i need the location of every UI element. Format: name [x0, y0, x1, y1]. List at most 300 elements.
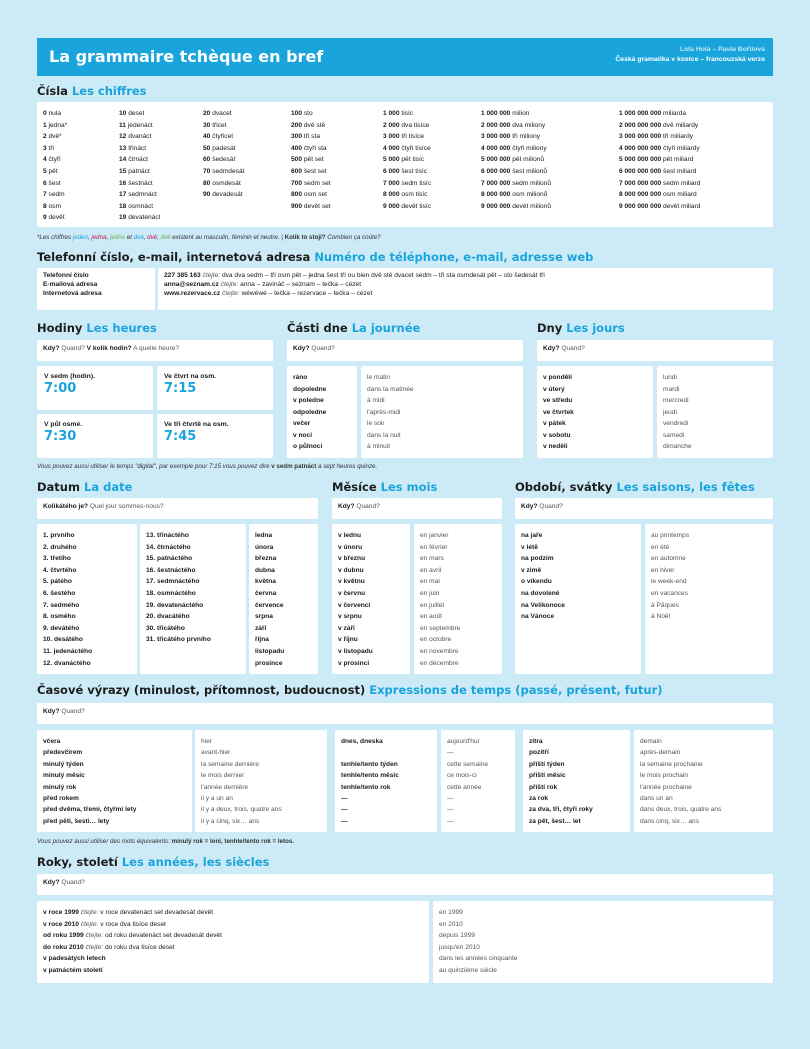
seasons-cz	[515, 524, 641, 674]
expression-past-fr: l'année dernière	[201, 783, 249, 791]
year-fr: au quinzième siècle	[439, 966, 497, 974]
number-row	[619, 154, 700, 166]
number-digits: 13	[119, 144, 127, 152]
day-cz: ve čtvrtek	[543, 408, 574, 416]
hours-heading	[37, 321, 157, 335]
date-ordinal: 7. sedmého	[43, 601, 80, 609]
hours-question	[37, 340, 273, 361]
season-fr: en été	[651, 543, 670, 551]
number-digits: 3 000 000 000	[619, 133, 662, 141]
numbers-title-cz: Čísla	[37, 84, 68, 98]
time-value: 7:00	[44, 381, 77, 397]
number-digits: 5 000 000 000	[619, 156, 662, 164]
month-fr: en novembre	[420, 647, 459, 655]
day-fr: mardi	[663, 385, 680, 393]
web-reading: wéwéwé – tečka – rezervace – tečka – cézet	[241, 289, 373, 297]
date-month-genitive: května	[255, 578, 276, 586]
date-ordinal: 16. šestnáctého	[146, 566, 196, 574]
time-note-start: Vous pouvez aussi utiliser le temps "digital", par exemple pour 7:15 vous pouvez dire	[37, 463, 272, 470]
number-word: čtyři miliony	[512, 144, 547, 152]
note-sep: ,	[143, 234, 148, 241]
number-word: devět milionů	[512, 202, 552, 210]
number-word: osmnáct	[128, 202, 154, 210]
year-fr: en 2010	[439, 920, 463, 928]
number-word: deset	[128, 110, 145, 117]
number-row	[619, 201, 700, 213]
month-fr: en décembre	[420, 659, 459, 667]
number-row	[43, 120, 67, 132]
number-digits: 2 000 000	[481, 121, 511, 129]
day-fr: jeudi	[663, 408, 677, 416]
season-cz: o víkendu	[521, 578, 552, 586]
season-fr: au printemps	[651, 532, 690, 539]
number-row	[291, 143, 331, 155]
time-note-bold: v sedm patnáct	[271, 463, 317, 470]
number-word: čtyři tisíce	[401, 144, 431, 152]
expression-past-cz: minulý týden	[43, 760, 84, 768]
month-cz: v březnu	[338, 555, 366, 563]
number-digits: 1	[43, 121, 47, 129]
expression-present-cz: —	[341, 817, 348, 825]
month-cz: v dubnu	[338, 566, 364, 574]
number-digits: 6	[43, 179, 47, 187]
hours-q1: Kdy?	[43, 345, 60, 352]
date-q-fr: Quel jour sommes-nous?	[89, 503, 164, 510]
date-month-genitive: dubna	[255, 566, 275, 574]
number-word: osm milionů	[512, 191, 548, 199]
expr-future-cz	[523, 730, 630, 832]
number-digits: 5 000 000	[481, 156, 511, 164]
number-digits: 700	[291, 179, 303, 187]
expression-present-fr: —	[447, 749, 454, 757]
number-word: pět miliard	[663, 156, 694, 164]
date-ordinal: 4. čtvrtého	[43, 566, 77, 574]
number-digits: 7 000	[383, 179, 400, 187]
number-word: devět tisíc	[401, 202, 432, 210]
month-fr: en janvier	[420, 532, 449, 539]
day-fr: lundi	[663, 374, 677, 381]
number-row	[383, 120, 431, 132]
number-word: jedenáct	[127, 121, 153, 129]
date-month-genitive: listopadu	[255, 647, 285, 655]
number-digits: 4	[43, 156, 47, 164]
daypart-fr: à minuit	[367, 443, 391, 450]
time-label: Ve tři čtvrtě na osm.	[164, 421, 229, 428]
number-digits: 50	[203, 144, 211, 152]
date-ordinal: 3. třetího	[43, 555, 71, 563]
year-expression: od roku 1999	[43, 932, 84, 939]
number-digits: 9	[43, 214, 47, 222]
read-label: čtejte:	[85, 932, 104, 939]
expression-past-fr: hier	[201, 738, 212, 745]
expression-future-fr: dans un an	[640, 795, 673, 803]
expressions-title-fr: Expressions de temps (passé, présent, futur)	[369, 683, 663, 697]
number-row	[291, 108, 331, 120]
dayparts-title-cz: Části dne	[287, 321, 348, 335]
expression-future-cz: za pět, šest… let	[529, 817, 581, 825]
number-digits: 100	[291, 110, 303, 117]
number-digits: 2 000	[383, 121, 400, 129]
number-row	[43, 178, 67, 190]
expression-future-fr: après-demain	[640, 749, 681, 757]
year-expression: v padesátých letech	[43, 955, 106, 962]
date-month-genitive: února	[255, 543, 274, 551]
days-q-fr: Quand?	[561, 345, 585, 352]
number-word: pět tisíc	[401, 156, 425, 164]
number-word: padesát	[212, 144, 236, 152]
contact-row-web	[164, 290, 767, 299]
expression-present-cz: tenhle/tento rok	[341, 783, 391, 791]
expression-present-fr: ce mois-ci	[447, 772, 477, 780]
number-digits: 3 000	[383, 133, 400, 141]
number-digits: 7 000 000	[481, 179, 511, 187]
year-expression: v roce 1999	[43, 909, 79, 916]
expression-past-fr: le mois dernier	[201, 772, 245, 780]
number-digits: 500	[291, 156, 303, 164]
expression-past-fr: avant-hier	[201, 749, 231, 757]
date-ordinal: 12. dvanáctého	[43, 659, 91, 667]
year-fr: jusqu'en 2010	[439, 943, 480, 951]
number-row	[619, 178, 700, 190]
number-word: osm miliard	[663, 191, 697, 199]
daypart-cz: večer	[293, 420, 311, 427]
note-jedna: jedna	[91, 234, 107, 241]
year-fr: depuis 1999	[439, 932, 475, 939]
number-row	[383, 201, 431, 213]
date-month-genitive: ledna	[255, 532, 273, 539]
number-row	[203, 166, 244, 178]
number-word: šest tisíc	[401, 167, 428, 175]
number-word: čtyři miliardy	[663, 144, 700, 152]
month-fr: en juillet	[420, 601, 445, 609]
year-expression: v patnáctém století	[43, 966, 103, 974]
numbers-note-end: existent au masculin, féminin et neutre. |	[170, 234, 283, 241]
date-month-genitive: března	[255, 555, 277, 563]
numbers-heading	[37, 84, 147, 98]
page-title: La grammaire tchèque en bref	[49, 47, 324, 66]
number-digits: 20	[203, 110, 211, 117]
numbers-column	[383, 108, 431, 212]
numbers-note-start: *Les chiffres	[37, 234, 73, 241]
number-digits: 7	[43, 191, 47, 199]
expression-present-fr: cette année	[447, 783, 482, 791]
year-row	[43, 919, 423, 931]
number-row	[481, 166, 551, 178]
season-cz: na podzim	[521, 555, 554, 563]
number-digits: 200	[291, 121, 303, 129]
date-ordinal: 8. osmého	[43, 613, 76, 621]
number-row	[119, 189, 160, 201]
number-word: sedm tisíc	[401, 179, 432, 187]
day-cz: ve středu	[543, 397, 573, 404]
number-row	[203, 154, 244, 166]
contact-values	[158, 268, 773, 310]
day-fr: mercredi	[663, 397, 689, 404]
months-title-fr: Les mois	[380, 480, 438, 494]
number-row	[619, 131, 700, 143]
number-row	[383, 143, 431, 155]
season-fr: en hiver	[651, 566, 675, 574]
month-fr: en mars	[420, 555, 444, 563]
number-row	[481, 154, 551, 166]
number-row	[119, 178, 160, 190]
number-digits: 1 000	[383, 110, 400, 117]
number-row	[383, 178, 431, 190]
numbers-title-fr: Les chiffres	[71, 84, 147, 98]
number-row	[481, 178, 551, 190]
year-row	[43, 907, 423, 919]
number-row	[291, 201, 331, 213]
expression-present-fr: aujourd'hui	[447, 738, 480, 745]
number-word: sedm set	[303, 179, 331, 187]
number-row	[291, 120, 331, 132]
number-digits: 17	[119, 191, 127, 199]
number-digits: 19	[119, 214, 127, 222]
contact-title-fr: Numéro de téléphone, e-mail, adresse web	[314, 250, 594, 264]
month-cz: v říjnu	[338, 636, 358, 644]
expressions-note-start: Vous pouvez aussi utiliser des mots équivalents:	[37, 838, 170, 845]
daypart-fr: à midi	[367, 397, 385, 404]
number-word: osmdesát	[212, 179, 241, 187]
number-word: devět	[48, 214, 65, 222]
number-digits: 9 000	[383, 202, 400, 210]
expr-past-fr	[195, 730, 327, 832]
number-word: šedesát	[212, 156, 236, 164]
day-cz: v sobotu	[543, 431, 571, 439]
number-row	[619, 120, 700, 132]
number-digits: 4 000	[383, 144, 400, 152]
date-ordinal: 30. třicátého	[146, 624, 185, 632]
time-note	[37, 463, 377, 471]
time-card-715	[157, 366, 273, 410]
number-word: pět milionů	[512, 156, 545, 164]
number-digits: 5 000	[383, 156, 400, 164]
dayparts-q-fr: Quand?	[311, 345, 335, 352]
season-cz: na dovolené	[521, 589, 560, 597]
days-question	[537, 340, 773, 361]
number-word: sedmnáct	[128, 191, 157, 199]
number-row	[203, 189, 244, 201]
expressions-note-bold: minulý rok = loni, tenhle/tento rok = letos.	[171, 838, 295, 845]
number-digits: 800	[291, 191, 303, 199]
month-cz: v prosinci	[338, 659, 370, 667]
time-label: V půl osmé.	[44, 421, 83, 428]
day-cz: v neděli	[543, 443, 568, 450]
number-word: pět set	[303, 156, 324, 164]
expression-future-cz: příští rok	[529, 783, 558, 791]
hours-title-fr: Les heures	[86, 321, 157, 335]
number-digits: 15	[119, 167, 127, 175]
number-word: čtyři	[48, 156, 61, 164]
number-digits: 8 000	[383, 191, 400, 199]
contact-title-cz: Telefonní číslo, e-mail, internetová adresa	[37, 250, 311, 264]
number-row	[203, 108, 244, 120]
month-fr: en juin	[420, 589, 440, 597]
number-word: dvě miliardy	[663, 121, 699, 129]
number-digits: 7 000 000 000	[619, 179, 662, 187]
expression-past-cz: minulý měsíc	[43, 772, 85, 780]
months-title-cz: Měsíce	[332, 480, 377, 494]
season-cz: v létě	[521, 543, 538, 551]
numbers-column	[203, 108, 244, 201]
time-label: Ve čtvrt na osm.	[164, 373, 217, 380]
expression-future-cz: příští týden	[529, 760, 565, 768]
number-word: dva miliony	[512, 121, 546, 129]
number-word: čtrnáct	[128, 156, 148, 164]
season-fr: en vacances	[651, 589, 689, 597]
dayparts-cz	[287, 366, 357, 458]
date-ordinal: 6. šestého	[43, 589, 76, 597]
number-digits: 600	[291, 167, 303, 175]
number-word: tisíc	[401, 110, 414, 117]
number-digits: 70	[203, 167, 211, 175]
date-ordinal: 31. třicátého prvního	[146, 636, 211, 644]
expressions-heading	[37, 683, 663, 697]
daypart-fr: le matin	[367, 374, 391, 381]
number-row	[291, 154, 331, 166]
number-digits: 9 000 000 000	[619, 202, 662, 210]
note-sep: ,	[87, 234, 92, 241]
number-row	[619, 143, 700, 155]
season-cz: na jaře	[521, 532, 543, 539]
daypart-cz: v poledne	[293, 397, 324, 404]
number-word: šest	[48, 179, 61, 187]
number-row	[43, 143, 67, 155]
numbers-column	[43, 108, 67, 224]
expression-past-fr: la semaine dernière	[201, 760, 259, 768]
years-title-fr: Les années, les siècles	[121, 855, 270, 869]
number-row	[291, 189, 331, 201]
days-cz	[537, 366, 653, 458]
year-fr: en 1999	[439, 909, 463, 916]
note-dve-f: dvě	[147, 234, 158, 241]
expression-present-cz	[341, 747, 431, 758]
daypart-cz: odpoledne	[293, 408, 327, 416]
expression-future-cz: za rok	[529, 795, 549, 803]
expression-past-cz: před pěti, šesti… lety	[43, 817, 110, 825]
number-word: dva tisíce	[401, 121, 430, 129]
month-fr: en février	[420, 543, 448, 551]
number-word: šest miliard	[663, 167, 697, 175]
number-digits: 8	[43, 202, 47, 210]
number-digits: 16	[119, 179, 127, 187]
date-col-1	[37, 524, 137, 674]
date-ordinal: 19. devatenáctého	[146, 601, 204, 609]
contact-label-phone: Telefonní číslo	[43, 272, 89, 279]
month-cz: v září	[338, 624, 355, 632]
date-col-3	[249, 524, 318, 674]
month-cz: v červnu	[338, 589, 366, 597]
month-cz: v listopadu	[338, 647, 373, 655]
date-title-fr: La date	[84, 480, 133, 494]
number-row	[43, 108, 67, 120]
number-row	[291, 131, 331, 143]
date-ordinal: 20. dvacátého	[146, 613, 190, 621]
seasons-title-fr: Les saisons, les fêtes	[616, 480, 755, 494]
date-ordinal: 18. osmnáctého	[146, 589, 196, 597]
date-ordinal: 5. pátého	[43, 578, 72, 586]
number-digits: 6 000 000	[481, 167, 511, 175]
numbers-column	[119, 108, 160, 224]
dayparts-fr	[361, 366, 523, 458]
daypart-fr: dans la matinée	[367, 385, 414, 393]
numbers-note	[37, 234, 381, 242]
expression-future-fr: dans cinq, six… ans	[640, 817, 700, 825]
number-word: patnáct	[128, 167, 150, 175]
seasons-title-cz: Období, svátky	[515, 480, 613, 494]
number-row	[481, 131, 551, 143]
days-q: Kdy?	[543, 345, 560, 352]
expr-future-fr	[634, 730, 773, 832]
expression-future-fr: demain	[640, 738, 662, 745]
read-label: čtejte:	[202, 272, 221, 279]
number-digits: 14	[119, 156, 127, 164]
number-word: dvě*	[48, 133, 62, 141]
date-ordinal: 17. sedmnáctého	[146, 578, 200, 586]
read-label: čtejte:	[222, 289, 240, 297]
days-heading	[537, 321, 625, 335]
number-digits: 3 000 000	[481, 133, 511, 141]
number-digits: 10	[119, 110, 127, 117]
number-digits: 3	[43, 144, 47, 152]
number-word: čtyřicet	[212, 133, 234, 141]
expression-present-cz: —	[341, 795, 348, 803]
expressions-q: Kdy?	[43, 708, 60, 715]
number-digits: 2	[43, 133, 47, 141]
year-fr: dans les années cinquante	[439, 955, 518, 962]
number-row	[119, 212, 160, 224]
number-word: tři sta	[303, 133, 320, 141]
numbers-column	[619, 108, 700, 212]
time-value: 7:15	[164, 381, 197, 397]
number-word: třicet	[212, 121, 227, 129]
number-digits: 2 000 000 000	[619, 121, 662, 129]
number-row	[481, 143, 551, 155]
date-month-genitive: července	[255, 601, 284, 609]
number-row	[119, 201, 160, 213]
number-row	[619, 189, 700, 201]
date-title-cz: Datum	[37, 480, 80, 494]
month-cz: v únoru	[338, 543, 363, 551]
expressions-question	[37, 703, 773, 724]
daypart-cz: dopoledne	[293, 385, 327, 393]
date-month-genitive: srpna	[255, 613, 273, 621]
numbers-column	[481, 108, 551, 212]
number-row	[383, 189, 431, 201]
expression-past-cz: včera	[43, 738, 61, 745]
number-row	[383, 108, 431, 120]
day-fr: samedi	[663, 431, 685, 439]
date-ordinal: 14. čtrnáctého	[146, 543, 191, 551]
number-digits: 5	[43, 167, 47, 175]
number-word: devět miliard	[663, 202, 701, 210]
season-fr: le week-end	[651, 578, 687, 586]
number-digits: 80	[203, 179, 211, 187]
note-jeden: jeden	[72, 234, 88, 241]
numbers-table	[37, 102, 773, 227]
number-digits: 6 000 000 000	[619, 167, 662, 175]
number-digits: 0	[43, 110, 47, 117]
date-q: Kolikátého je?	[43, 503, 89, 510]
contact-label-web: Internetová adresa	[43, 289, 102, 297]
season-cz: na Vánoce	[521, 613, 554, 621]
expression-present-cz: tenhle/tento měsíc	[341, 772, 399, 780]
number-row	[119, 143, 160, 155]
expression-present-fr: cette semaine	[447, 760, 489, 768]
date-month-genitive: září	[255, 624, 267, 632]
date-month-genitive: června	[255, 589, 277, 597]
number-digits: 1 000 000	[481, 110, 511, 117]
